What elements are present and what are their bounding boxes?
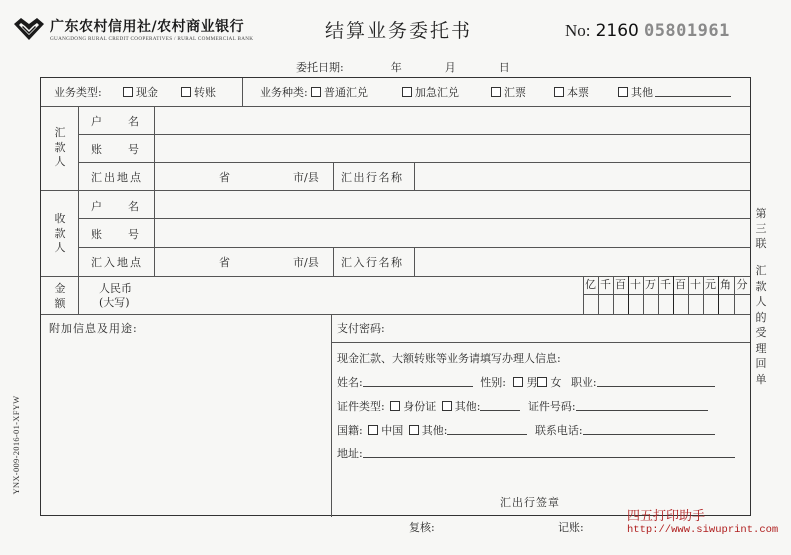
- payee-city-field[interactable]: 市/县: [293, 256, 319, 269]
- date-year-field[interactable]: 年: [390, 61, 402, 74]
- entrust-date-row: [296, 59, 510, 75]
- payee-account-input[interactable]: [155, 219, 750, 246]
- bank-heart-logo-icon: [12, 16, 46, 42]
- bank-name-en: GUANGDONG RURAL CREDIT COOPERATIVES / RURAL COMMERCIAL BANK: [50, 36, 254, 42]
- payee-province-field[interactable]: 省: [219, 256, 230, 269]
- remitter-bank-input[interactable]: [415, 163, 750, 190]
- currency-label: 人民币: [99, 282, 132, 295]
- remitter-city-field[interactable]: 市/县: [293, 171, 319, 184]
- watermark-url: http://www.siwuprint.com: [627, 524, 779, 536]
- watermark-name: 四五打印助手: [627, 509, 706, 524]
- date-day-field[interactable]: 日: [498, 61, 510, 74]
- checkbox-icon: [311, 87, 321, 97]
- watermark: [627, 510, 778, 537]
- payee-location-label: 汇入地点: [91, 256, 143, 269]
- remitter-account-label: 账 号: [91, 143, 139, 156]
- form-title: 结算业务委托书: [325, 20, 473, 42]
- gender-female-checkbox[interactable]: 女: [537, 376, 561, 389]
- checkbox-icon: [181, 87, 191, 97]
- amount-group-label: 金 额: [54, 282, 66, 310]
- address-input[interactable]: [363, 448, 735, 458]
- currency-capital-note: (大写): [99, 296, 130, 309]
- copy-description-label: 汇 款 人 的 受 理 回 单: [755, 264, 767, 386]
- payee-account-label: 账 号: [91, 228, 139, 241]
- nationality-china-checkbox[interactable]: 中国: [368, 424, 403, 437]
- business-kind-label: 业务种类:: [260, 86, 308, 99]
- serial-value: 05801961: [643, 21, 730, 41]
- serial-label: No:: [565, 21, 591, 40]
- checkbox-transfer[interactable]: 转账: [181, 84, 216, 100]
- payment-password-label: 支付密码:: [337, 322, 385, 335]
- checkbox-icon: [402, 87, 412, 97]
- nationality-other-input[interactable]: [447, 425, 527, 435]
- payee-bank-label: 汇入行名称: [341, 256, 404, 269]
- bank-logo: [12, 14, 282, 46]
- checkbox-cash[interactable]: 现金: [123, 84, 158, 100]
- checkbox-draft[interactable]: 汇票: [491, 84, 526, 100]
- date-month-field[interactable]: 月: [444, 61, 456, 74]
- checkbox-normal-remit[interactable]: 普通汇兑: [311, 84, 368, 100]
- business-type-label: 业务类型:: [54, 86, 102, 99]
- remitter-location-label: 汇出地点: [91, 171, 143, 184]
- payee-name-label: 户 名: [91, 200, 139, 213]
- checkbox-urgent-remit[interactable]: 加急汇兑: [402, 84, 459, 100]
- checkbox-icon: [618, 87, 628, 97]
- remitter-province-field[interactable]: 省: [219, 171, 230, 184]
- id-type-other-checkbox[interactable]: 其他:: [442, 400, 481, 413]
- remitter-name-label: 户 名: [91, 115, 139, 128]
- agent-name-row: 姓名: 性别: 男 女 职业:: [337, 374, 715, 390]
- gender-male-checkbox[interactable]: 男: [513, 376, 537, 389]
- checkbox-icon: [123, 87, 133, 97]
- agent-name-input[interactable]: [363, 377, 473, 387]
- serial-prefix: 2160: [595, 21, 639, 41]
- agent-info-title: 现金汇款、大额转账等业务请填写办理人信息:: [337, 352, 561, 365]
- nationality-row: 国籍: 中国 其他: 联系电话:: [337, 422, 715, 438]
- amount-in-words-input[interactable]: [141, 278, 581, 312]
- amount-digit-grid[interactable]: 亿 千 百 十 万 千 百 十 元 角 分: [583, 276, 750, 314]
- remitter-name-input[interactable]: [155, 107, 750, 134]
- bank-name-cn: 广东农村信用社/农村商业银行: [50, 19, 245, 35]
- other-kind-input[interactable]: [655, 87, 731, 97]
- checkbox-icon: [491, 87, 501, 97]
- divider: [242, 78, 243, 106]
- checkbox-icon: [554, 87, 564, 97]
- copy-number-label: 第 三 联: [755, 207, 767, 250]
- form-code: YNX-009-2016-01-XFYW: [11, 395, 21, 495]
- payment-password-input[interactable]: [401, 316, 746, 340]
- purpose-label: 附加信息及用途:: [49, 322, 138, 335]
- remitter-bank-label: 汇出行名称: [341, 171, 404, 184]
- date-label: 委托日期:: [296, 61, 344, 74]
- id-type-other-input[interactable]: [480, 401, 520, 411]
- payee-name-input[interactable]: [155, 191, 750, 218]
- bank-stamp-label: 汇出行签章: [500, 496, 560, 509]
- nationality-other-checkbox[interactable]: 其他:: [409, 424, 448, 437]
- serial-number: [565, 21, 730, 41]
- id-type-idcard-checkbox[interactable]: 身份证: [390, 400, 436, 413]
- bookkeeping-label: 记账:: [558, 521, 584, 534]
- occupation-input[interactable]: [597, 377, 715, 387]
- purpose-input[interactable]: [45, 336, 329, 512]
- review-label: 复核:: [409, 521, 435, 534]
- payee-group-label: 收 款 人: [54, 212, 66, 254]
- remitter-group-label: 汇 款 人: [54, 126, 66, 168]
- checkbox-other[interactable]: 其他: [618, 84, 731, 100]
- address-row: 地址:: [337, 445, 735, 461]
- remitter-account-input[interactable]: [155, 135, 750, 162]
- checkbox-cashier-check[interactable]: 本票: [554, 84, 589, 100]
- id-number-input[interactable]: [576, 401, 708, 411]
- settlement-form: [40, 77, 751, 516]
- payee-bank-input[interactable]: [415, 248, 750, 276]
- id-row: 证件类型: 身份证 其他: 证件号码:: [337, 398, 708, 414]
- phone-input[interactable]: [583, 425, 715, 435]
